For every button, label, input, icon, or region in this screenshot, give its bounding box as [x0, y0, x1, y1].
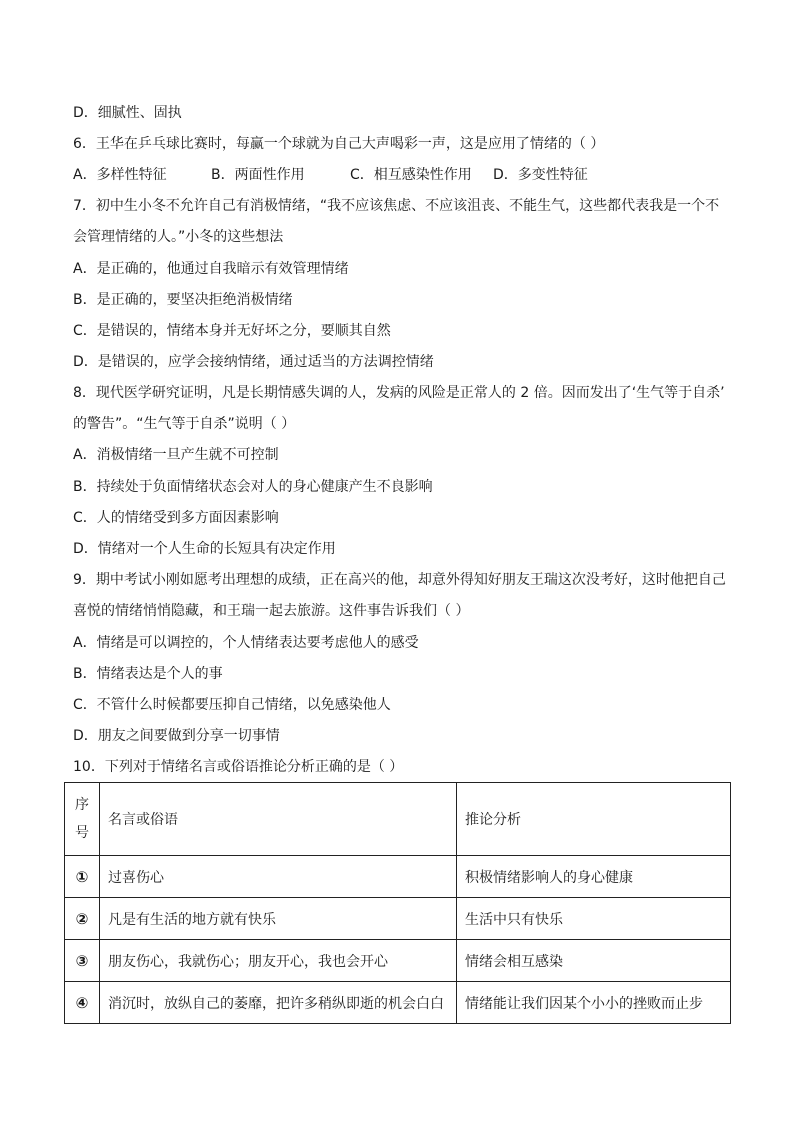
row-analysis: 积极情绪影响人的身心健康 [457, 856, 731, 898]
q8-option-a: A．消极情绪一旦产生就不可控制 [73, 447, 279, 463]
question-8-line2: 的警告”。“生气等于自杀”说明（ ） [73, 416, 296, 432]
q6-option-a: A．多样性特征 [73, 167, 167, 183]
question-9-line1: 9．期中考试小刚如愿考出理想的成绩，正在高兴的他，却意外得知好朋友王瑞这次没考好，这时他把自己 [73, 572, 726, 588]
row-saying: 朋友伤心，我就伤心；朋友开心，我也会开心 [100, 940, 457, 982]
q9-option-c: C．不管什么时候都要压抑自己情绪，以免感染他人 [73, 697, 391, 713]
q6-option-c: C．相互感染性作用 [350, 167, 472, 183]
question-10: 10．下列对于情绪名言或俗语推论分析正确的是（ ） [73, 759, 404, 775]
question-6: 6．王华在乒乓球比赛时，每赢一个球就为自己大声喝彩一声，这是应用了情绪的（ ） [73, 136, 605, 152]
q7-option-d: D．是错误的，应学会接纳情绪，通过适当的方法调控情绪 [73, 354, 434, 370]
q5-option-d: D．细腻性、固执 [73, 105, 182, 121]
row-number: ① [65, 856, 100, 898]
row-saying: 过喜伤心 [100, 856, 457, 898]
q6-option-d: D．多变性特征 [493, 167, 588, 183]
row-analysis: 生活中只有快乐 [457, 898, 731, 940]
q6-option-b: B．两面性作用 [211, 167, 305, 183]
table-row [65, 982, 731, 1024]
q8-option-d: D．情绪对一个人生命的长短具有决定作用 [73, 541, 336, 557]
table-header-row [65, 783, 731, 856]
q7-option-b: B．是正确的，要坚决拒绝消极情绪 [73, 292, 293, 308]
table-row [65, 856, 731, 898]
q7-option-c: C．是错误的，情绪本身并无好坏之分，要顺其自然 [73, 323, 391, 339]
question-9-line2: 喜悦的情绪悄悄隐藏，和王瑞一起去旅游。这件事告诉我们（ ） [73, 603, 470, 619]
q8-option-c: C．人的情绪受到多方面因素影响 [73, 510, 279, 526]
q9-option-a: A．情绪是可以调控的，个人情绪表达要考虑他人的感受 [73, 635, 419, 651]
row-saying: 凡是有生活的地方就有快乐 [100, 898, 457, 940]
q9-option-d: D．朋友之间要做到分享一切事情 [73, 728, 280, 744]
q6-options [73, 165, 733, 185]
q9-option-b: B．情绪表达是个人的事 [73, 666, 223, 682]
table-row [65, 940, 731, 982]
q7-option-a: A．是正确的，他通过自我暗示有效管理情绪 [73, 261, 349, 277]
table-row [65, 898, 731, 940]
header-no-line1: 序 [75, 797, 89, 813]
row-analysis: 情绪能让我们因某个小小的挫败而止步 [457, 982, 731, 1024]
header-saying: 名言或俗语 [100, 783, 457, 856]
header-no-line2: 号 [75, 825, 89, 841]
row-number: ③ [65, 940, 100, 982]
question-10-table [64, 782, 731, 1024]
q8-option-b: B．持续处于负面情绪状态会对人的身心健康产生不良影响 [73, 479, 433, 495]
header-no-cell [65, 783, 100, 856]
row-number: ② [65, 898, 100, 940]
row-number: ④ [65, 982, 100, 1024]
header-analysis: 推论分析 [457, 783, 731, 856]
question-7-line1: 7．初中生小冬不允许自己有消极情绪，“我不应该焦虑、不应该沮丧、不能生气，这些都代表我是一个不 [73, 198, 720, 214]
row-analysis: 情绪会相互感染 [457, 940, 731, 982]
question-8-line1: 8．现代医学研究证明，凡是长期情感失调的人，发病的风险是正常人的 2 倍。因而发出了‘生气等于自杀’ [73, 385, 725, 401]
row-saying: 消沉时，放纵自己的萎靡，把许多稍纵即逝的机会白白 [100, 982, 457, 1024]
question-7-line2: 会管理情绪的人。”小冬的这些想法 [73, 229, 284, 245]
